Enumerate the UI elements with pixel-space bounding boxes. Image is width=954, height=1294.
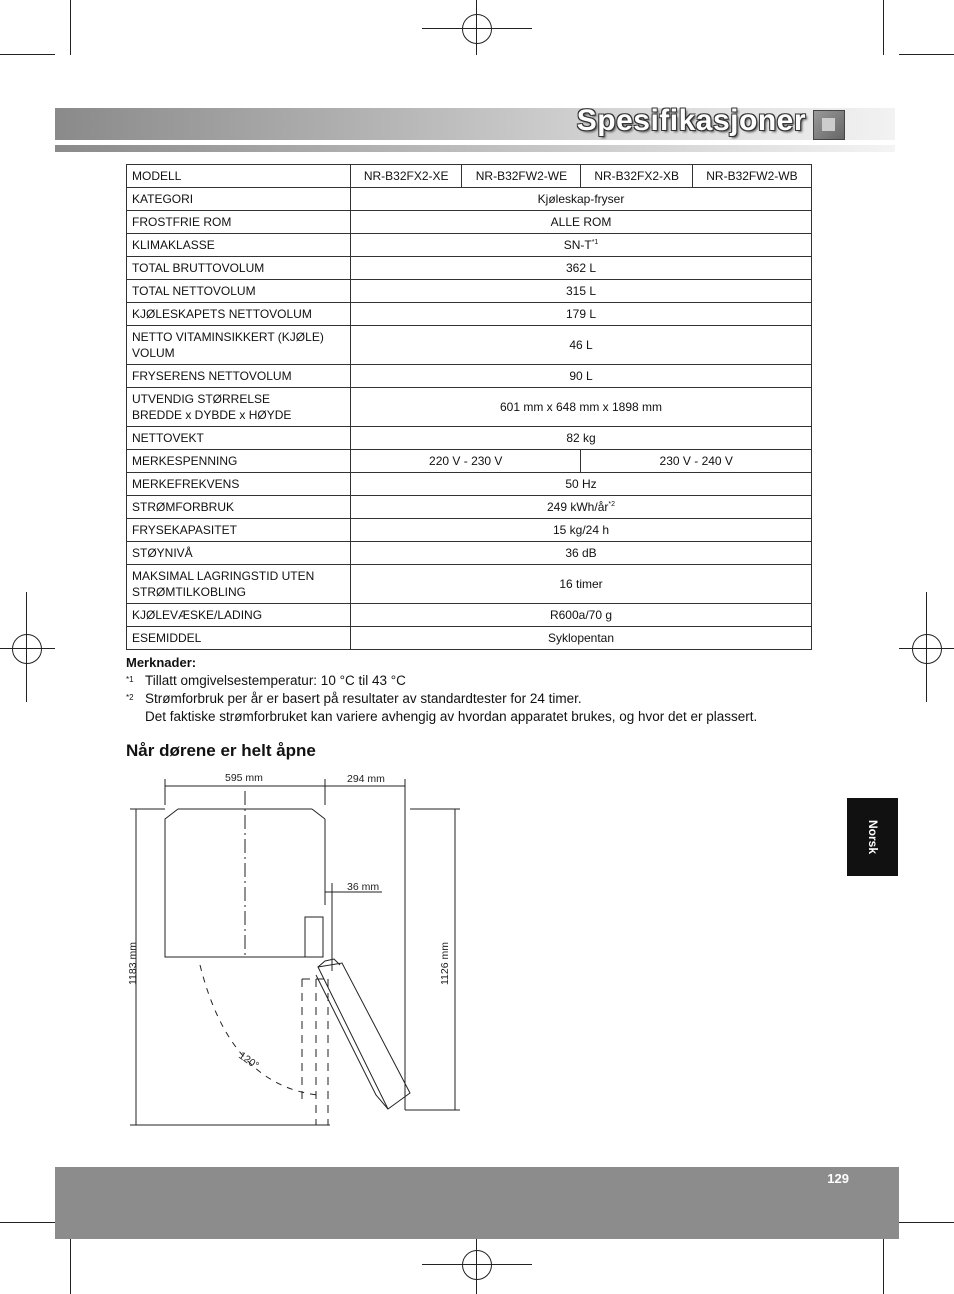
spec-value: 50 Hz <box>351 473 812 496</box>
registration-cross <box>0 648 55 649</box>
spec-value: 249 kWh/år <box>547 500 609 514</box>
note-mark: *1 <box>126 675 134 684</box>
registration-mark <box>462 1250 492 1280</box>
language-label: Norsk <box>865 819 880 855</box>
notes <box>126 654 757 726</box>
spec-label: TOTAL BRUTTOVOLUM <box>127 257 351 280</box>
spec-value: 82 kg <box>351 427 812 450</box>
spec-value: Kjøleskap-fryser <box>351 188 812 211</box>
spec-label: NETTO VITAMINSIKKERT (KJØLE) VOLUM <box>127 326 351 365</box>
angle-label: 120° <box>236 1049 261 1072</box>
model-cell: NR-B32FW2-WE <box>462 165 581 188</box>
spec-value: SN-T <box>563 238 592 252</box>
table-row <box>127 627 812 650</box>
spec-label: NETTOVEKT <box>127 427 351 450</box>
spec-value-cell <box>351 496 812 519</box>
dimension-label: 1126 mm <box>439 942 451 985</box>
spec-value: 601 mm x 648 mm x 1898 mm <box>351 388 812 427</box>
crop-mark <box>899 54 954 55</box>
footnote-ref: *2 <box>608 501 615 508</box>
cabinet-outline <box>165 809 305 957</box>
spec-table <box>126 164 812 650</box>
spec-value: 15 kg/24 h <box>351 519 812 542</box>
registration-mark <box>912 634 942 664</box>
table-row <box>127 519 812 542</box>
language-tab <box>847 798 898 876</box>
note-text: Tillatt omgivelsestemperatur: 10 °C til 43 °C <box>145 673 406 688</box>
note-text: Det faktiske strømforbruket kan variere avhengig av hvordan apparatet brukes, og hvor det er plassert. <box>145 709 758 724</box>
spec-value: 36 dB <box>351 542 812 565</box>
spec-label: FRYSEKAPASITET <box>127 519 351 542</box>
spec-label: UTVENDIG STØRRELSE <box>132 392 271 406</box>
note-item <box>126 672 757 690</box>
spec-label: KATEGORI <box>127 188 351 211</box>
spec-value-cell <box>351 234 812 257</box>
spec-value: 90 L <box>351 365 812 388</box>
spec-label: FROSTFRIE ROM <box>127 211 351 234</box>
table-row <box>127 257 812 280</box>
spec-value: R600a/70 g <box>351 604 812 627</box>
spec-value: 362 L <box>351 257 812 280</box>
registration-cross <box>476 1239 477 1294</box>
crop-mark <box>0 54 55 55</box>
table-row <box>127 496 812 519</box>
door-hinge <box>318 959 340 967</box>
table-row <box>127 604 812 627</box>
dimension-label: 1183 mm <box>127 942 139 985</box>
spec-label: KJØLESKAPETS NETTOVOLUM <box>127 303 351 326</box>
footnote-ref: *1 <box>591 239 599 246</box>
table-row <box>127 427 812 450</box>
notes-heading: Merknader: <box>126 655 197 670</box>
table-row <box>127 365 812 388</box>
header-square-icon <box>813 110 845 140</box>
spec-value: 46 L <box>351 326 812 365</box>
registration-cross <box>926 592 927 702</box>
spec-label-cell <box>127 388 351 427</box>
spec-label: STØYNIVÅ <box>127 542 351 565</box>
spec-value: 16 timer <box>351 565 812 604</box>
registration-cross <box>26 592 27 702</box>
table-row <box>127 280 812 303</box>
door-outline-dashed <box>302 979 328 1125</box>
swing-arc <box>200 965 318 1095</box>
registration-cross <box>899 648 954 649</box>
spec-value: ALLE ROM <box>351 211 812 234</box>
open-door <box>318 963 410 1109</box>
crop-mark <box>883 0 884 55</box>
crop-mark <box>70 1239 71 1294</box>
table-row <box>127 388 812 427</box>
table-row <box>127 326 812 365</box>
footer-band <box>55 1167 899 1239</box>
spec-value: 230 V - 240 V <box>581 450 812 473</box>
page-title: Spesifikasjoner <box>576 104 806 137</box>
crop-mark <box>883 1239 884 1294</box>
table-row <box>127 188 812 211</box>
spec-value: 220 V - 230 V <box>351 450 581 473</box>
header-underline <box>55 145 895 152</box>
table-row <box>127 450 812 473</box>
page-number: 129 <box>827 1171 849 1186</box>
model-cell: NR-B32FW2-WB <box>692 165 811 188</box>
crop-mark <box>0 1222 55 1223</box>
spec-label: ESEMIDDEL <box>127 627 351 650</box>
section-heading: Når dørene er helt åpne <box>126 741 316 760</box>
spec-label: KJØLEVÆSKE/LADING <box>127 604 351 627</box>
note-item <box>126 690 757 726</box>
registration-cross <box>422 28 532 29</box>
registration-cross <box>422 1264 532 1265</box>
table-row <box>127 303 812 326</box>
registration-mark <box>462 14 492 44</box>
door-stub <box>305 917 323 957</box>
note-mark: *2 <box>126 693 134 702</box>
spec-label-sub: BREDDE x DYBDE x HØYDE <box>132 408 292 422</box>
table-row <box>127 542 812 565</box>
spec-label: MODELL <box>127 165 351 188</box>
model-cell: NR-B32FX2-XB <box>581 165 692 188</box>
dimension-label: 36 mm <box>347 881 380 893</box>
table-row <box>127 565 812 604</box>
spec-value: Syklopentan <box>351 627 812 650</box>
crop-mark <box>70 0 71 55</box>
spec-label: FRYSERENS NETTOVOLUM <box>127 365 351 388</box>
spec-label: TOTAL NETTOVOLUM <box>127 280 351 303</box>
table-row <box>127 234 812 257</box>
crop-mark <box>899 1222 954 1223</box>
table-row <box>127 165 812 188</box>
open-door-inner <box>316 975 388 1109</box>
note-text: Strømforbruk per år er basert på resultater av standardtester for 24 timer. <box>145 691 582 706</box>
spec-label: KLIMAKLASSE <box>127 234 351 257</box>
dimension-label: 595 mm <box>225 772 263 784</box>
spec-label: STRØMFORBRUK <box>127 496 351 519</box>
spec-value: 179 L <box>351 303 812 326</box>
table-row <box>127 211 812 234</box>
spec-label: MAKSIMAL LAGRINGSTID UTEN STRØMTILKOBLING <box>127 565 351 604</box>
spec-value: 315 L <box>351 280 812 303</box>
door-clearance-diagram <box>120 765 470 1135</box>
dimension-label: 294 mm <box>347 773 385 785</box>
model-cell: NR-B32FX2-XE <box>351 165 462 188</box>
cabinet-outline <box>312 809 325 819</box>
table-row <box>127 473 812 496</box>
registration-mark <box>12 634 42 664</box>
spec-label: MERKESPENNING <box>127 450 351 473</box>
spec-label: MERKEFREKVENS <box>127 473 351 496</box>
